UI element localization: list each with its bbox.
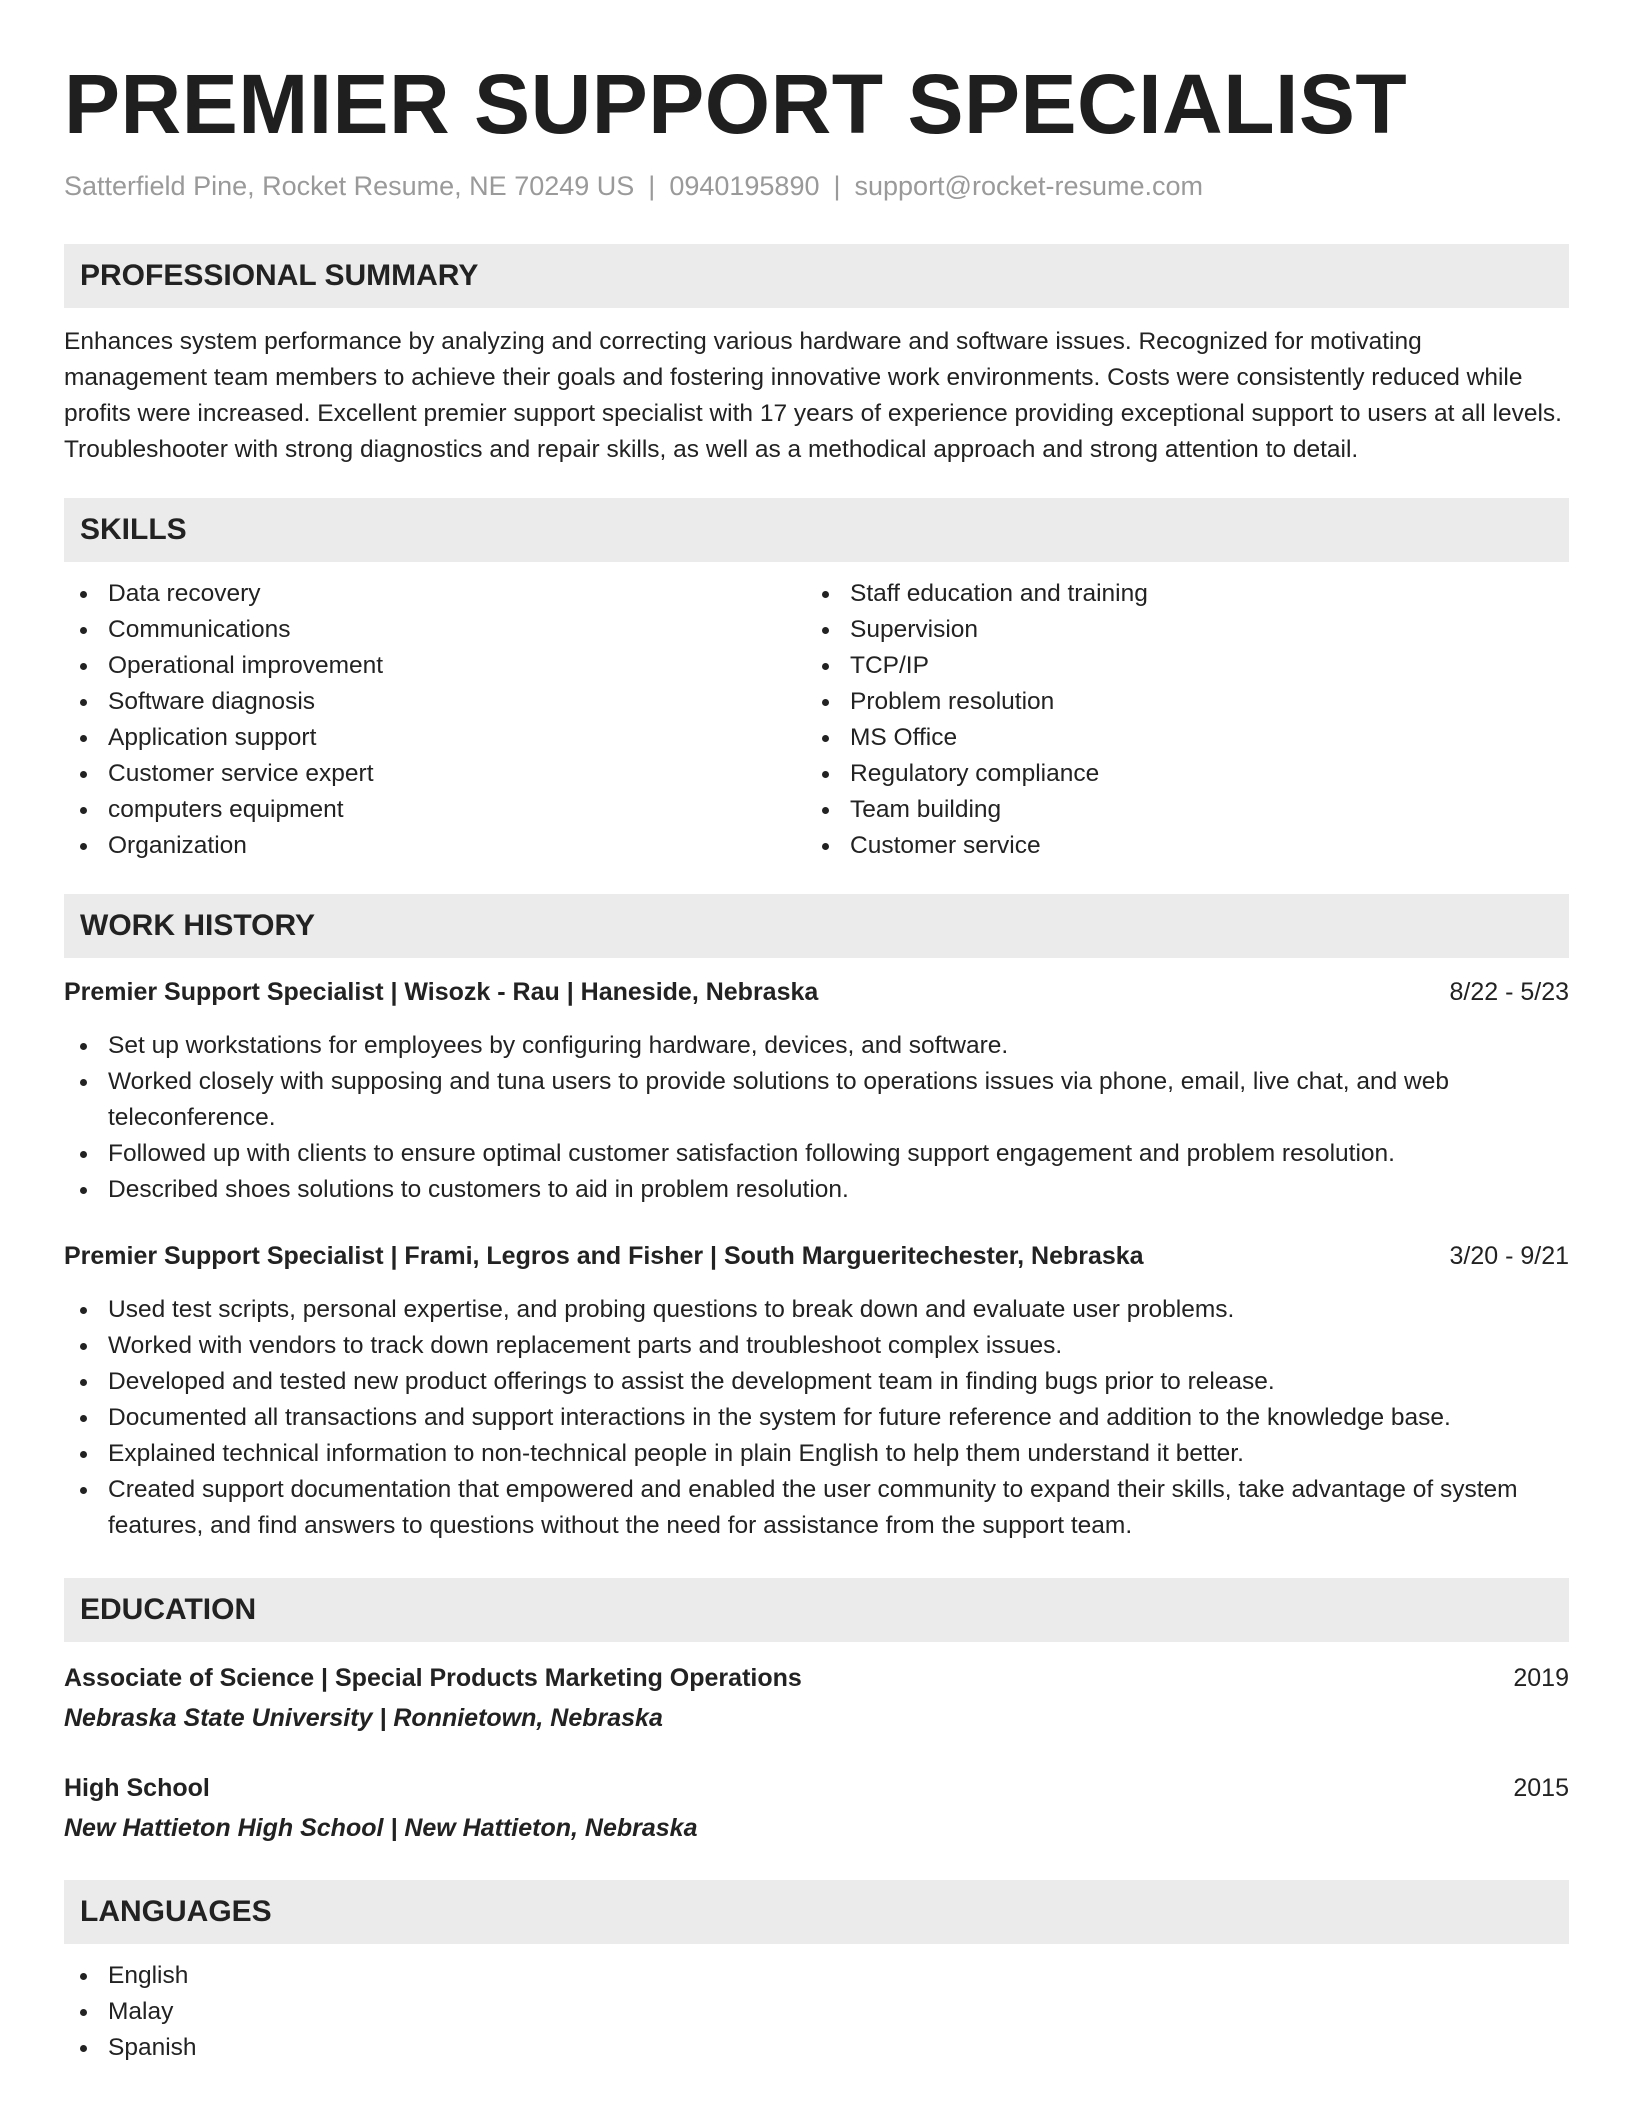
- job-bullet: Described shoes solutions to customers to aid in problem resolution.: [64, 1172, 1569, 1208]
- skill-item: Software diagnosis: [64, 684, 806, 720]
- job-bullet: Explained technical information to non-technical people in plain English to help them understand it better.: [64, 1436, 1569, 1472]
- job-bullet: Developed and tested new product offerings to assist the development team in finding bugs prior to release.: [64, 1364, 1569, 1400]
- job-title: Premier Support Specialist | Wisozk - Rau | Haneside, Nebraska: [64, 978, 819, 1006]
- job-entry: [64, 974, 1569, 1208]
- education-degree: Associate of Science | Special Products Marketing Operations: [64, 1664, 802, 1692]
- skill-item: Organization: [64, 828, 806, 864]
- skill-item: Application support: [64, 720, 806, 756]
- languages-list: [64, 1958, 1569, 2066]
- job-bullet: Created support documentation that empowered and enabled the user community to expand their skills, take advantage of system features, and find answers to questions without the need for assistance from the support team.: [64, 1472, 1569, 1544]
- job-bullet: Set up workstations for employees by configuring hardware, devices, and software.: [64, 1028, 1569, 1064]
- languages-heading: LANGUAGES: [64, 1880, 1569, 1944]
- skill-item: Regulatory compliance: [806, 756, 1548, 792]
- job-header: [64, 1238, 1569, 1274]
- job-bullets: [64, 1028, 1569, 1208]
- language-item: Malay: [64, 1994, 1569, 2030]
- skills-left-list: [64, 576, 806, 864]
- education-school: New Hattieton High School | New Hattieton, Nebraska: [64, 1814, 698, 1842]
- contact-separator: |: [648, 171, 656, 201]
- skills-right-list: [806, 576, 1548, 864]
- skill-item: TCP/IP: [806, 648, 1548, 684]
- skill-item: Staff education and training: [806, 576, 1548, 612]
- summary-section: [64, 244, 1569, 468]
- education-header: [64, 1770, 1569, 1806]
- skills-heading: SKILLS: [64, 498, 1569, 562]
- job-dates: 3/20 - 9/21: [1449, 1242, 1569, 1270]
- contact-email[interactable]: support@rocket-resume.com: [854, 171, 1204, 201]
- job-bullet: Worked with vendors to track down replacement parts and troubleshoot complex issues.: [64, 1328, 1569, 1364]
- summary-text: Enhances system performance by analyzing and correcting various hardware and software issues. Recognized for motivating management team members to achieve their goals and fostering innovative work environments. Costs were consistently reduced while profits were increased. Excellent premier support specialist with 17 years of experience providing exceptional support to users at all levels. Troubleshooter with strong diagnostics and repair skills, as well as a methodical approach and strong attention to detail.: [64, 328, 1562, 463]
- skills-section: [64, 498, 1569, 864]
- language-item: Spanish: [64, 2030, 1569, 2066]
- job-title: Premier Support Specialist | Frami, Legros and Fisher | South Margueritechester, Nebraska: [64, 1242, 1144, 1270]
- language-item: English: [64, 1958, 1569, 1994]
- skill-item: Customer service: [806, 828, 1548, 864]
- skill-item: Customer service expert: [64, 756, 806, 792]
- skill-item: Team building: [806, 792, 1548, 828]
- job-dates: 8/22 - 5/23: [1449, 978, 1569, 1006]
- contact-address: Satterfield Pine, Rocket Resume, NE 70249 US: [64, 171, 635, 201]
- candidate-name: PREMIER SUPPORT SPECIALIST: [64, 57, 1408, 151]
- contact-separator: |: [833, 171, 841, 201]
- education-entry: [64, 1660, 1569, 1736]
- education-degree: High School: [64, 1774, 210, 1802]
- job-bullet: Worked closely with supposing and tuna users to provide solutions to operations issues via phone, email, live chat, and web teleconference.: [64, 1064, 1569, 1136]
- skills-columns: [64, 576, 1569, 864]
- education-section: [64, 1578, 1569, 1846]
- skill-item: Supervision: [806, 612, 1548, 648]
- skill-item: Data recovery: [64, 576, 806, 612]
- skill-item: Operational improvement: [64, 648, 806, 684]
- education-year: 2019: [1513, 1664, 1569, 1692]
- skill-item: Communications: [64, 612, 806, 648]
- skill-item: Problem resolution: [806, 684, 1548, 720]
- work-heading: WORK HISTORY: [64, 894, 1569, 958]
- contact-phone: 0940195890: [669, 171, 820, 201]
- job-bullet: Followed up with clients to ensure optimal customer satisfaction following support engagement and problem resolution.: [64, 1136, 1569, 1172]
- resume-page: [64, 56, 1569, 2066]
- summary-heading: PROFESSIONAL SUMMARY: [64, 244, 1569, 308]
- education-school: Nebraska State University | Ronnietown, Nebraska: [64, 1704, 663, 1732]
- skill-item: computers equipment: [64, 792, 806, 828]
- skill-item: MS Office: [806, 720, 1548, 756]
- languages-section: [64, 1880, 1569, 2066]
- job-bullet: Used test scripts, personal expertise, and probing questions to break down and evaluate user problems.: [64, 1292, 1569, 1328]
- education-heading: EDUCATION: [64, 1578, 1569, 1642]
- education-year: 2015: [1513, 1774, 1569, 1802]
- job-bullets: [64, 1292, 1569, 1544]
- education-header: [64, 1660, 1569, 1696]
- job-header: [64, 974, 1569, 1010]
- contact-line: [64, 168, 1569, 204]
- education-entry: [64, 1770, 1569, 1846]
- job-entry: [64, 1238, 1569, 1544]
- work-section: [64, 894, 1569, 1544]
- job-bullet: Documented all transactions and support interactions in the system for future reference and addition to the knowledge base.: [64, 1400, 1569, 1436]
